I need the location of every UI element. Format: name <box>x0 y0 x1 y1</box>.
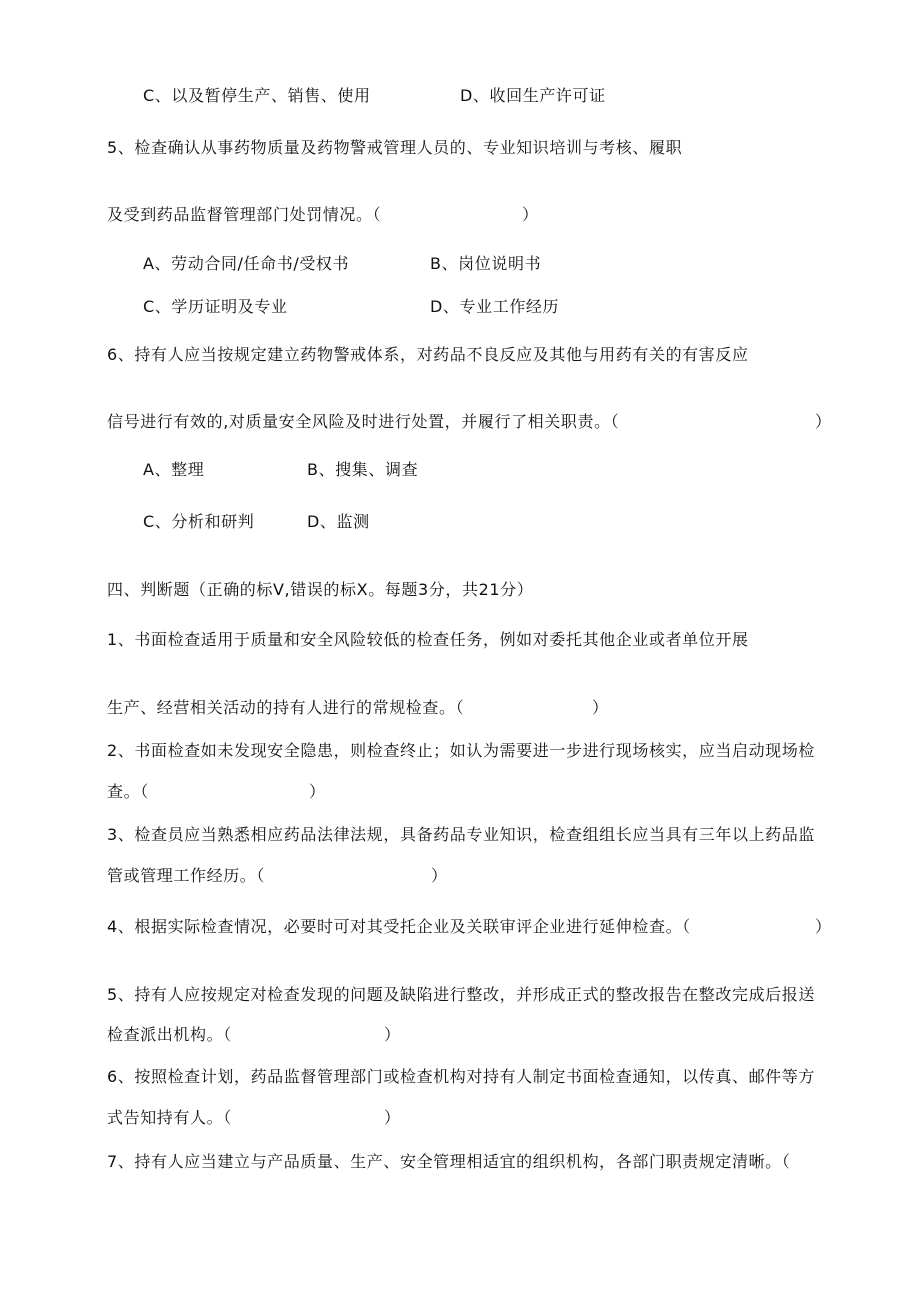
tf-item7-line1: 7、持有人应当建立与产品质量、生产、安全管理相适宜的组织机构，各部门职责规定清晰。（ <box>107 1152 791 1171</box>
q6-option-d: D、监测 <box>307 512 370 531</box>
q5-option-b: B、岗位说明书 <box>430 254 542 273</box>
q4-option-c: C、以及暂停生产、销售、使用 <box>143 86 371 105</box>
tf-item4-close: ） <box>815 917 832 936</box>
tf-item3-line1: 3、检查员应当熟悉相应药品法律法规，具备药品专业知识，检查组组长应当具有三年以上药品监 <box>107 825 815 844</box>
q5-answer-close: ） <box>522 205 539 224</box>
q5-option-d: D、专业工作经历 <box>430 297 560 316</box>
tf-item2-line2: 查。（ <box>107 782 149 801</box>
q5-text-line1: 5、检查确认从事药物质量及药物警戒管理人员的、专业知识培训与考核、履职 <box>107 138 683 157</box>
tf-item2-line1: 2、书面检查如未发现安全隐患，则检查终止；如认为需要进一步进行现场核实，应当启动现场检 <box>107 741 815 760</box>
tf-item1-line1: 1、书面检查适用于质量和安全风险较低的检查任务，例如对委托其他企业或者单位开展 <box>107 630 749 649</box>
q6-text-line2: 信号进行有效的,对质量安全风险及时进行处置，并履行了相关职责。（ <box>107 412 620 431</box>
tf-item1-close: ） <box>592 698 609 717</box>
q5-text-line2: 及受到药品监督管理部门处罚情况。（ <box>107 205 382 224</box>
q5-option-c: C、学历证明及专业 <box>143 297 288 316</box>
q6-option-c: C、分析和研判 <box>143 512 255 531</box>
tf-item6-line1: 6、按照检查计划，药品监督管理部门或检查机构对持有人制定书面检查通知，以传真、邮件等方 <box>107 1067 815 1086</box>
tf-item3-line2: 管或管理工作经历。（ <box>107 866 266 885</box>
q6-answer-close: ） <box>815 412 832 431</box>
tf-item2-close: ） <box>309 782 326 801</box>
tf-item3-close: ） <box>431 866 448 885</box>
q6-option-a: A、整理 <box>143 460 205 479</box>
tf-item5-close: ） <box>384 1025 401 1044</box>
tf-item6-line2: 式告知持有人。（ <box>107 1108 232 1127</box>
q6-option-b: B、搜集、调查 <box>307 460 419 479</box>
q5-option-a: A、劳动合同/任命书/受权书 <box>143 254 350 273</box>
tf-item4-line1: 4、根据实际检查情况，必要时可对其受托企业及关联审评企业进行延伸检查。（ <box>107 917 691 936</box>
q4-option-d: D、收回生产许可证 <box>460 86 606 105</box>
tf-item5-line1: 5、持有人应按规定对检查发现的问题及缺陷进行整改，并形成正式的整改报告在整改完成后报送 <box>107 985 815 1004</box>
tf-item6-close: ） <box>384 1108 401 1127</box>
section4-heading: 四、判断题（正确的标V,错误的标X。每题3分，共21分） <box>107 580 534 599</box>
q6-text-line1: 6、持有人应当按规定建立药物警戒体系，对药品不良反应及其他与用药有关的有害反应 <box>107 345 749 364</box>
tf-item5-line2: 检查派出机构。（ <box>107 1025 232 1044</box>
tf-item1-line2: 生产、经营相关活动的持有人进行的常规检查。（ <box>107 698 465 717</box>
